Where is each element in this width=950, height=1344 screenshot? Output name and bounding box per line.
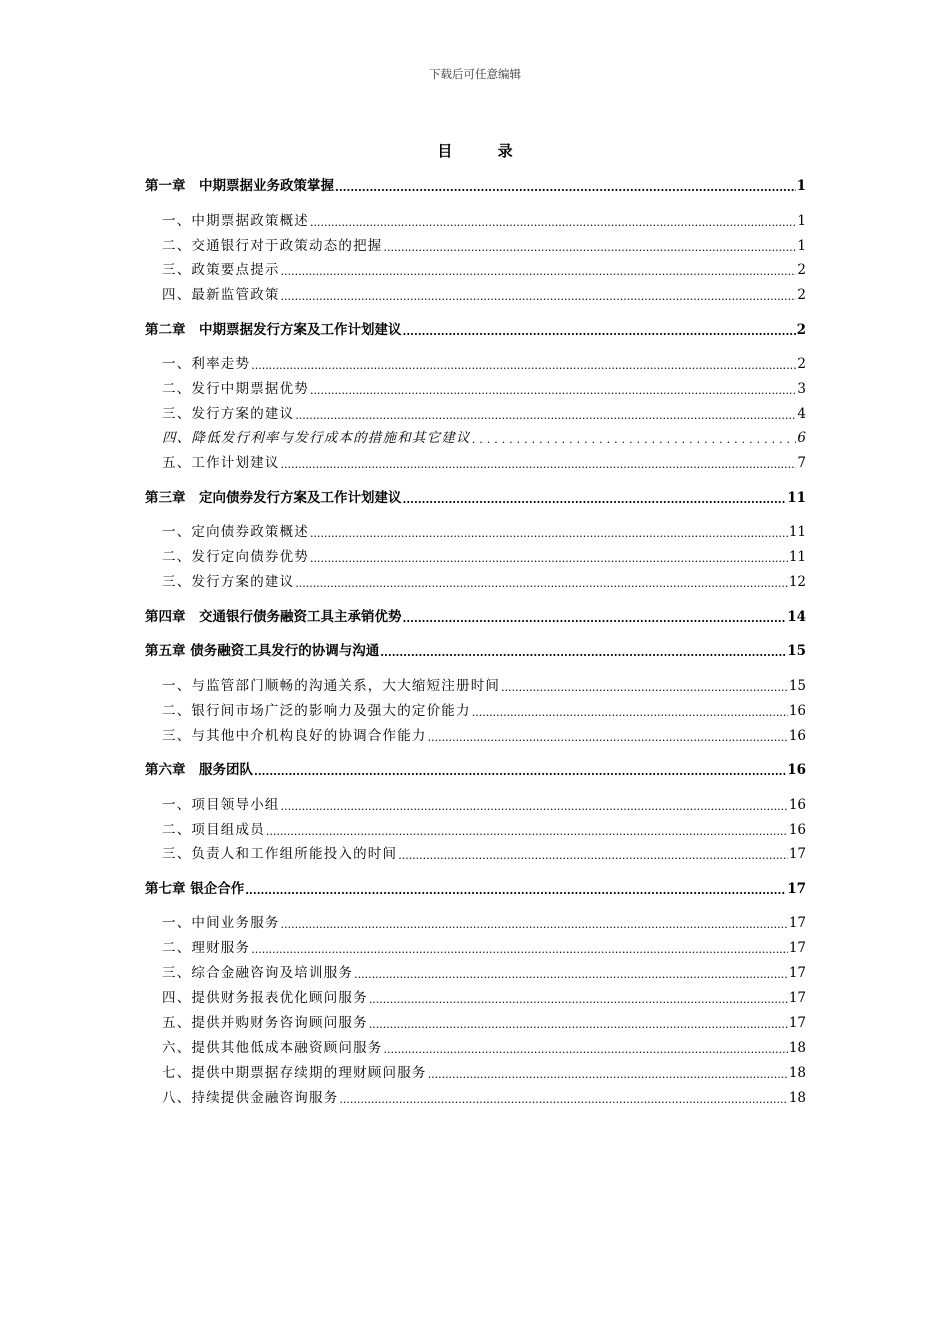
toc-page-number: 2 (797, 356, 806, 372)
toc-section-entry[interactable] (162, 287, 806, 303)
toc-section-entry[interactable] (162, 940, 806, 956)
toc-dot-leader (251, 943, 788, 956)
toc-entry-label: 三、发行方案的建议 (162, 574, 295, 590)
toc-dot-leader (403, 493, 787, 506)
toc-entry-label: 四、提供财务报表优化顾问服务 (162, 990, 368, 1006)
toc-dot-leader (335, 181, 796, 194)
toc-section-entry[interactable] (162, 455, 806, 471)
toc-entry-label: 四、降低发行利率与发行成本的措施和其它建议 (162, 430, 471, 446)
toc-entry-label: 二、银行间市场广泛的影响力及强大的定价能力 (162, 703, 471, 719)
toc-page-number: 17 (788, 940, 806, 956)
toc-page-number: 17 (788, 1015, 806, 1031)
toc-dot-leader (295, 577, 788, 590)
toc-entry-label: 第五章 债务融资工具发行的协调与沟通 (145, 643, 380, 659)
toc-page-number: 15 (788, 678, 806, 694)
toc-dot-leader (472, 433, 797, 446)
toc-dot-leader (281, 265, 797, 278)
toc-entry-label: 第四章 交通银行债务融资工具主承销优势 (145, 609, 402, 625)
toc-page-number: 14 (787, 609, 806, 625)
toc-chapter-entry[interactable] (145, 178, 806, 194)
toc-dot-leader (266, 825, 788, 838)
toc-section-entry[interactable] (162, 406, 806, 422)
toc-dot-leader (251, 359, 796, 372)
toc-page-number: 18 (788, 1065, 806, 1081)
toc-dot-leader (310, 216, 796, 229)
toc-dot-leader (310, 552, 788, 565)
toc-section-entry[interactable] (162, 822, 806, 838)
toc-section-entry[interactable] (162, 213, 806, 229)
toc-dot-leader (295, 409, 796, 422)
toc-page-number: 7 (797, 455, 806, 471)
toc-title: 目 录 (437, 142, 533, 160)
toc-page-number: 17 (788, 990, 806, 1006)
toc-entry-label: 二、交通银行对于政策动态的把握 (162, 238, 383, 254)
toc-entry-label: 二、项目组成员 (162, 822, 265, 838)
toc-entry-label: 三、负责人和工作组所能投入的时间 (162, 846, 398, 862)
toc-page-number: 16 (788, 728, 806, 744)
toc-entry-label: 三、发行方案的建议 (162, 406, 295, 422)
toc-dot-leader (428, 731, 788, 744)
toc-dot-leader (403, 612, 787, 625)
toc-dot-leader (428, 1068, 788, 1081)
toc-page-number: 6 (797, 430, 806, 446)
toc-entry-label: 二、发行中期票据优势 (162, 381, 309, 397)
toc-page-number: 16 (788, 703, 806, 719)
toc-section-entry[interactable] (162, 549, 806, 565)
toc-entry-label: 第二章 中期票据发行方案及工作计划建议 (145, 322, 402, 338)
toc-page-number: 16 (788, 797, 806, 813)
toc-entry-label: 二、理财服务 (162, 940, 251, 956)
toc-dot-leader (403, 325, 796, 338)
toc-dot-leader (384, 1043, 788, 1056)
toc-dot-leader (310, 527, 788, 540)
toc-page-number: 3 (797, 381, 806, 397)
toc-entry-label: 四、最新监管政策 (162, 287, 280, 303)
toc-page-number: 11 (788, 524, 806, 540)
toc-dot-leader (281, 918, 788, 931)
toc-dot-leader (254, 765, 786, 778)
toc-chapter-entry[interactable] (145, 490, 806, 506)
toc-section-entry[interactable] (162, 430, 806, 446)
toc-page-number: 1 (797, 213, 806, 229)
toc-chapter-entry[interactable] (145, 643, 806, 659)
toc-page-number: 2 (797, 262, 806, 278)
toc-chapter-entry[interactable] (145, 322, 806, 338)
toc-page-number: 15 (787, 643, 806, 659)
toc-page-number: 17 (788, 915, 806, 931)
toc-entry-label: 三、与其他中介机构良好的协调合作能力 (162, 728, 427, 744)
toc-section-entry[interactable] (162, 797, 806, 813)
toc-entry-label: 一、利率走势 (162, 356, 251, 372)
toc-entry-label: 一、与监管部门顺畅的沟通关系，大大缩短注册时间 (162, 678, 501, 694)
toc-page-number: 1 (796, 178, 806, 194)
toc-entry-label: 一、定向债券政策概述 (162, 524, 309, 540)
toc-dot-leader (339, 1093, 787, 1106)
toc-section-entry[interactable] (162, 990, 806, 1006)
toc-dot-leader (369, 993, 788, 1006)
toc-chapter-entry[interactable] (145, 609, 806, 625)
toc-dot-leader (310, 384, 796, 397)
toc-page-number: 2 (797, 287, 806, 303)
toc-entry-label: 三、政策要点提示 (162, 262, 280, 278)
toc-entry-label: 八、持续提供金融咨询服务 (162, 1090, 339, 1106)
toc-entry-label: 第六章 服务团队 (145, 762, 253, 778)
toc-page-number: 17 (787, 881, 806, 897)
toc-entry-label: 二、发行定向债券优势 (162, 549, 309, 565)
toc-section-entry[interactable] (162, 262, 806, 278)
toc-dot-leader (398, 849, 788, 862)
toc-entry-label: 一、中间业务服务 (162, 915, 280, 931)
toc-page-number: 16 (788, 822, 806, 838)
toc-section-entry[interactable] (162, 846, 806, 862)
toc-section-entry[interactable] (162, 574, 806, 590)
toc-section-entry[interactable] (162, 1015, 806, 1031)
toc-dot-leader (281, 458, 797, 471)
toc-page-number: 17 (788, 846, 806, 862)
toc-section-entry[interactable] (162, 381, 806, 397)
toc-page-number: 18 (788, 1040, 806, 1056)
toc-section-entry[interactable] (162, 356, 806, 372)
toc-dot-leader (281, 800, 788, 813)
toc-page-number: 11 (787, 490, 806, 506)
toc-entry-label: 第一章 中期票据业务政策掌握 (145, 178, 334, 194)
toc-page-number: 12 (788, 574, 806, 590)
toc-entry-label: 一、项目领导小组 (162, 797, 280, 813)
toc-dot-leader (245, 884, 786, 897)
toc-dot-leader (369, 1018, 788, 1031)
toc-entry-label: 一、中期票据政策概述 (162, 213, 309, 229)
toc-entry-label: 第七章 银企合作 (145, 881, 245, 897)
toc-page-number: 1 (797, 238, 806, 254)
toc-page-number: 18 (788, 1090, 806, 1106)
toc-section-entry[interactable] (162, 1065, 806, 1081)
toc-entry-label: 三、综合金融咨询及培训服务 (162, 965, 354, 981)
toc-entry-label: 第三章 定向债券发行方案及工作计划建议 (145, 490, 402, 506)
toc-entry-label: 五、工作计划建议 (162, 455, 280, 471)
toc-entry-label: 六、提供其他低成本融资顾问服务 (162, 1040, 383, 1056)
toc-page-number: 2 (796, 322, 806, 338)
toc-page-number: 4 (797, 406, 806, 422)
toc-chapter-entry[interactable] (145, 881, 806, 897)
toc-dot-leader (501, 681, 788, 694)
toc-page-number: 17 (788, 965, 806, 981)
toc-section-entry[interactable] (162, 703, 806, 719)
toc-section-entry[interactable] (162, 915, 806, 931)
toc-entry-label: 五、提供并购财务咨询顾问服务 (162, 1015, 368, 1031)
toc-section-entry[interactable] (162, 965, 806, 981)
toc-section-entry[interactable] (162, 524, 806, 540)
toc-dot-leader (354, 968, 788, 981)
toc-entry-label: 七、提供中期票据存续期的理财顾问服务 (162, 1065, 427, 1081)
toc-page-number: 11 (788, 549, 806, 565)
toc-section-entry[interactable] (162, 678, 806, 694)
toc-section-entry[interactable] (162, 728, 806, 744)
page-header: 下载后可任意编辑 (429, 67, 521, 81)
toc-chapter-entry[interactable] (145, 762, 806, 778)
toc-dot-leader (380, 646, 786, 659)
toc-dot-leader (472, 706, 788, 719)
toc-dot-leader (281, 290, 797, 303)
toc-page-number: 16 (787, 762, 806, 778)
toc-section-entry[interactable] (162, 1090, 806, 1106)
toc-section-entry[interactable] (162, 1040, 806, 1056)
toc-section-entry[interactable] (162, 238, 806, 254)
toc-dot-leader (384, 241, 797, 254)
